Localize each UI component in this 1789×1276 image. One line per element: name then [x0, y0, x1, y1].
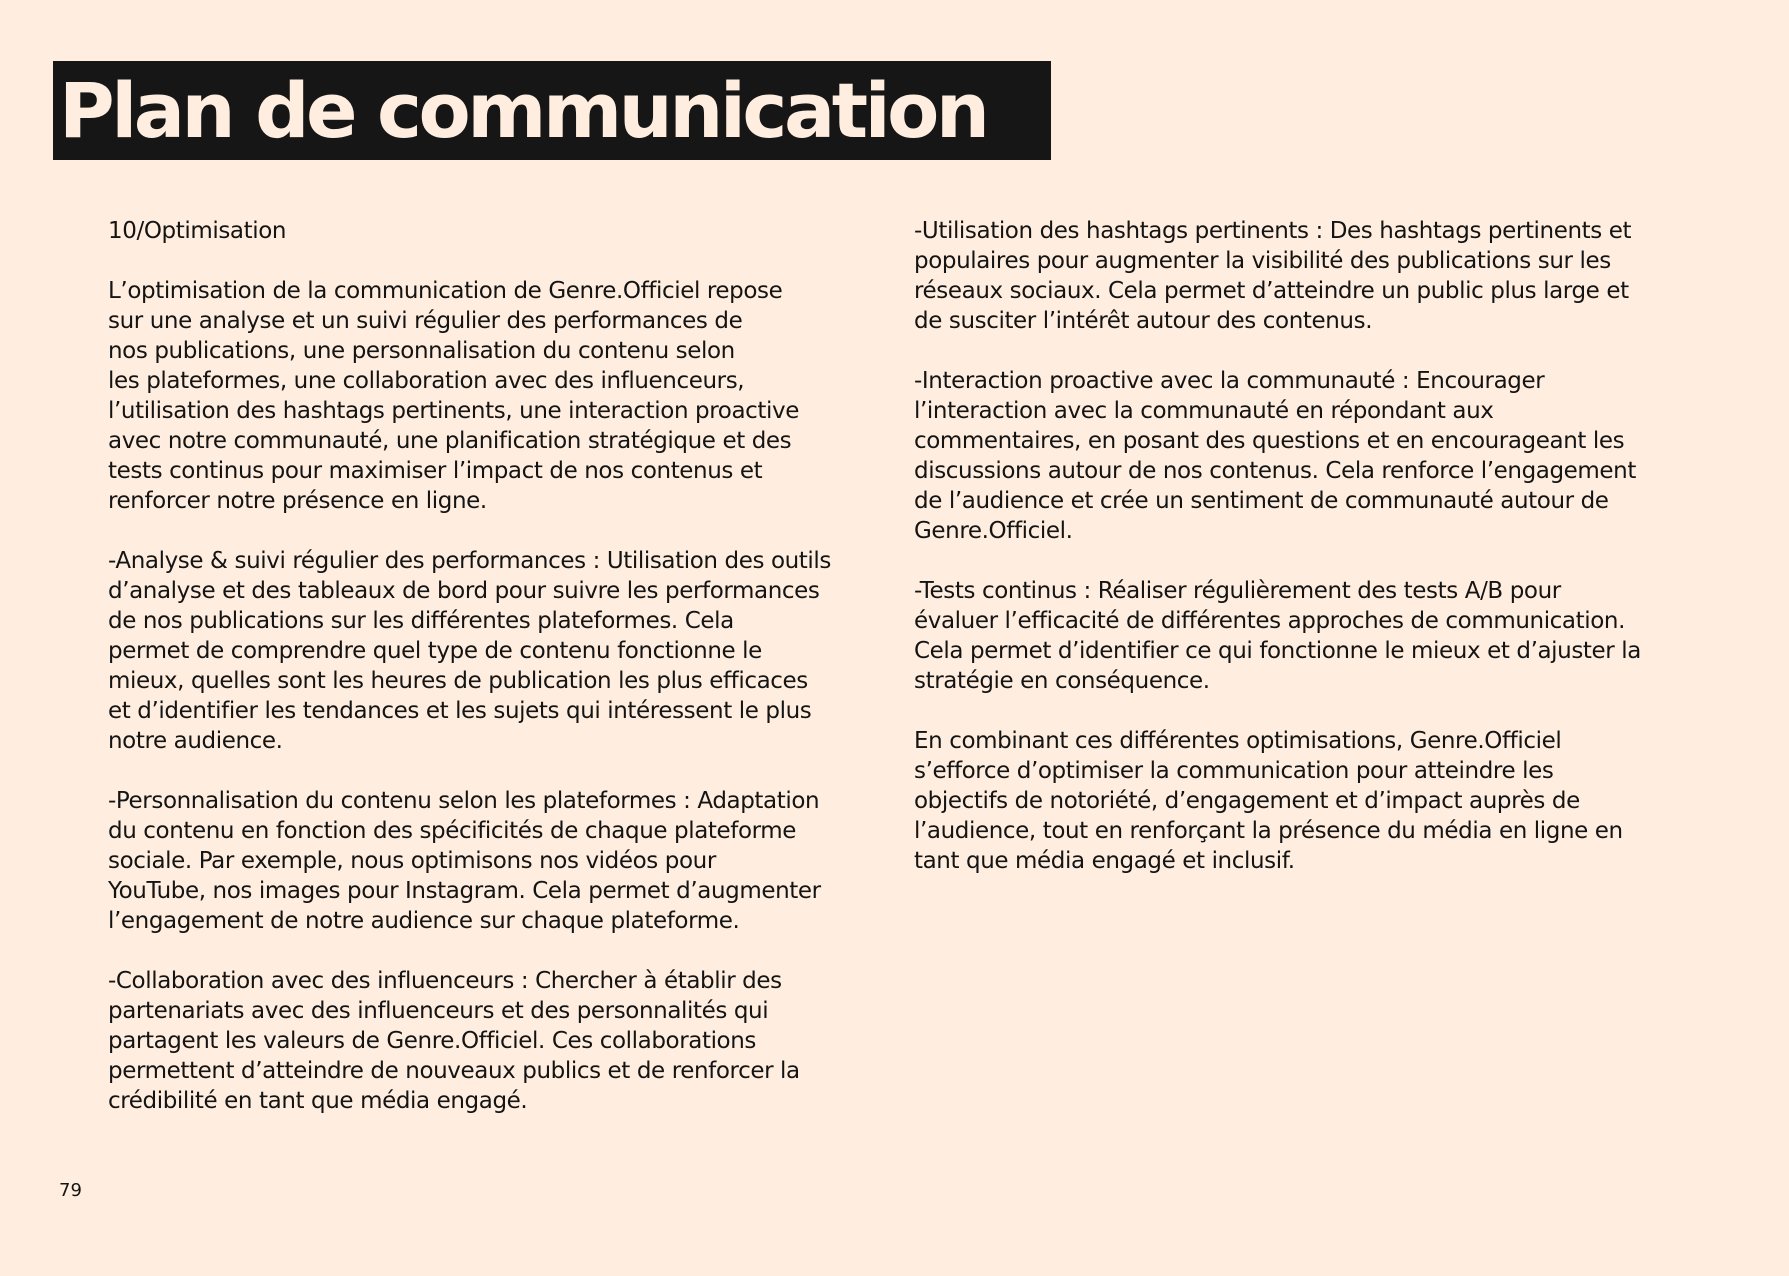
- tests-paragraph: -Tests continus : Réaliser régulièrement des tests A/B pour évaluer l’efficacité de différentes approches de communication. Cela permet d’identifier ce qui fonctionne le mieux et d’ajuster la stratégie en conséquence.: [914, 578, 1641, 694]
- page-title-banner: [53, 61, 1051, 160]
- conclusion-paragraph: En combinant ces différentes optimisations, Genre.Officiel s’efforce d’optimiser la communication pour atteindre les objectifs de notoriété, d’engagement et d’impact auprès de l’audience, tout en renforçant la présence du média en ligne en tant que média engagé et inclusif.: [914, 728, 1623, 874]
- page-title: Plan de communication: [59, 66, 987, 155]
- interaction-paragraph: -Interaction proactive avec la communauté : Encourager l’interaction avec la communauté en répondant aux commentaires, en posant des questions et en encourageant les discussions autour de nos contenus. Cela renforce l’engagement de l’audience et crée un sentiment de communauté autour de Genre.Officiel.: [914, 368, 1636, 544]
- collaboration-paragraph: -Collaboration avec des influenceurs : Chercher à établir des partenariats avec des influenceurs et des personnalités qui partagent les valeurs de Genre.Officiel. Ces collaborations permettent d’atteindre de nouveaux publics et de renforcer la crédibilité en tant que média engagé.: [108, 968, 800, 1114]
- personnalisation-paragraph: -Personnalisation du contenu selon les plateformes : Adaptation du contenu en fonction des spécificités de chaque plateforme sociale. Par exemple, nous optimisons nos vidéos pour YouTube, nos images pour Instagram. Cela permet d’augmenter l’engagement de notre audience sur chaque plateforme.: [108, 788, 821, 934]
- left-column: [108, 216, 898, 1146]
- right-column: [914, 216, 1704, 906]
- page-number: 79: [59, 1180, 82, 1201]
- intro-paragraph: L’optimisation de la communication de Genre.Officiel repose sur une analyse et un suivi régulier des performances de nos publications, une personnalisation du contenu selon les plateformes, une collaboration avec des influenceurs, l’utilisation des hashtags pertinents, une interaction proactive avec notre communauté, une planification stratégique et des tests continus pour maximiser l’impact de nos contenus et renforcer notre présence en ligne.: [108, 278, 799, 514]
- analyse-paragraph: -Analyse & suivi régulier des performances : Utilisation des outils d’analyse et des tableaux de bord pour suivre les performances de nos publications sur les différentes plateformes. Cela permet de comprendre quel type de contenu fonctionne le mieux, quelles sont les heures de publication les plus efficaces et d’identifier les tendances et les sujets qui intéressent le plus notre audience.: [108, 548, 831, 754]
- section-heading: 10/Optimisation: [108, 218, 287, 244]
- hashtags-paragraph: -Utilisation des hashtags pertinents : Des hashtags pertinents et populaires pour augmenter la visibilité des publications sur les réseaux sociaux. Cela permet d’atteindre un public plus large et de susciter l’intérêt autour des contenus.: [914, 218, 1632, 334]
